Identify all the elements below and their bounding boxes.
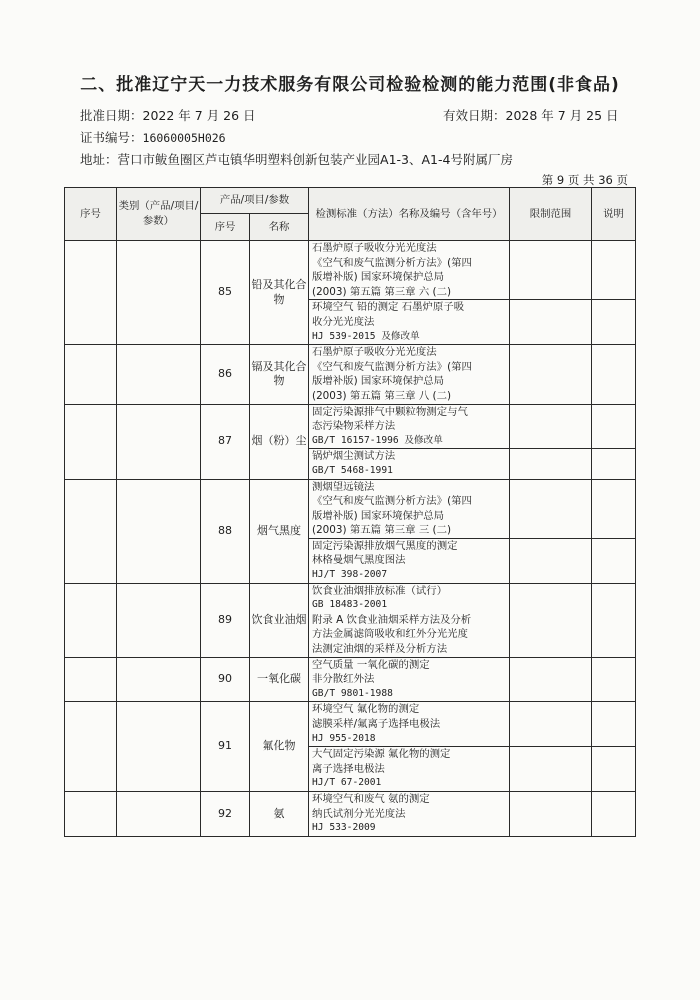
address bbox=[80, 150, 513, 168]
capability-table bbox=[64, 187, 636, 837]
cell-note bbox=[592, 449, 636, 479]
method-line: 纳氏试剂分光光度法 bbox=[312, 807, 406, 820]
method-line: 锅炉烟尘测试方法 bbox=[312, 450, 396, 463]
method-line: 滤膜采样/氟离子选择电极法 bbox=[312, 718, 441, 730]
method-line: 石墨炉原子吸收分光光度法 bbox=[312, 346, 437, 359]
cell-note bbox=[592, 300, 636, 345]
cell-seq bbox=[65, 583, 117, 657]
cell-limit bbox=[510, 702, 592, 747]
cell-method bbox=[309, 657, 510, 702]
cell-item-no: 88 bbox=[201, 479, 250, 583]
cell-item-no: 90 bbox=[201, 657, 250, 702]
cell-item-no: 89 bbox=[201, 583, 250, 657]
certificate-number bbox=[80, 128, 226, 146]
address-value: 营口市鲅鱼圈区芦屯镇华明塑料创新包装产业园A1-3、A1-4号附属厂房 bbox=[117, 152, 513, 167]
method-line: 环境空气 氟化物的测定 bbox=[312, 703, 420, 716]
method-line: 环境空气和废气 氨的测定 bbox=[312, 792, 430, 805]
cell-seq bbox=[65, 702, 117, 792]
method-line: 林格曼烟气黑度图法 bbox=[312, 554, 406, 567]
cert-label: 证书编号： bbox=[80, 130, 143, 145]
method-line: 石墨炉原子吸收分光光度法 bbox=[312, 242, 437, 254]
method-line: GB/T 5468-1991 bbox=[312, 464, 393, 476]
cell-method bbox=[309, 747, 510, 792]
method-line: HJ/T 398-2007 bbox=[312, 569, 388, 581]
cell-limit bbox=[510, 404, 592, 449]
method-line: 版增补版) 国家环境保护总局 bbox=[312, 271, 445, 284]
cell-seq bbox=[65, 479, 117, 583]
cell-category bbox=[117, 791, 201, 836]
cell-seq bbox=[65, 241, 117, 345]
method-line: HJ/T 67-2001 bbox=[312, 777, 382, 789]
approval-date bbox=[80, 106, 256, 124]
cell-item-no: 86 bbox=[201, 345, 250, 404]
cell-limit bbox=[510, 538, 592, 583]
cell-item-name: 烟（粉）尘 bbox=[250, 404, 309, 479]
cell-item-no: 85 bbox=[201, 241, 250, 345]
table-row bbox=[65, 583, 636, 657]
cell-limit bbox=[510, 241, 592, 300]
cell-seq bbox=[65, 791, 117, 836]
cell-note bbox=[592, 657, 636, 702]
method-line: 测烟望远镜法 bbox=[312, 480, 375, 493]
cell-limit bbox=[510, 345, 592, 404]
cell-category bbox=[117, 479, 201, 583]
cell-item-name: 饮食业油烟 bbox=[250, 583, 309, 657]
header-note: 说明 bbox=[592, 188, 636, 241]
cell-method bbox=[309, 791, 510, 836]
cell-method bbox=[309, 538, 510, 583]
header-category: 类别（产品/项目/参数） bbox=[117, 188, 201, 241]
header-limit: 限制范围 bbox=[510, 188, 592, 241]
cell-item-no: 87 bbox=[201, 404, 250, 479]
cell-item-name: 镉及其化合物 bbox=[250, 345, 309, 404]
address-label: 地址： bbox=[80, 152, 118, 167]
cell-method bbox=[309, 702, 510, 747]
cell-note bbox=[592, 747, 636, 792]
method-line: 《空气和废气监测分析方法》(第四 bbox=[312, 256, 472, 269]
method-line: 版增补版) 国家环境保护总局 bbox=[312, 375, 445, 388]
cell-limit bbox=[510, 583, 592, 657]
approval-date-value: 2022 年 7 月 26 日 bbox=[142, 108, 256, 123]
valid-date bbox=[443, 106, 619, 124]
method-line: 《空气和废气监测分析方法》(第四 bbox=[312, 360, 472, 373]
method-line: (2003) 第五篇 第三章 六 (二) bbox=[312, 285, 452, 298]
cell-category bbox=[117, 241, 201, 345]
cell-note bbox=[592, 583, 636, 657]
header-seq: 序号 bbox=[65, 188, 117, 241]
table-body bbox=[65, 241, 636, 837]
table-row bbox=[65, 345, 636, 404]
cell-category bbox=[117, 345, 201, 404]
method-line: 态污染物采样方法 bbox=[312, 420, 396, 433]
method-line: 方法金属滤筒吸收和红外分光光度 bbox=[312, 628, 468, 641]
cell-method bbox=[309, 583, 510, 657]
cell-limit bbox=[510, 300, 592, 345]
cell-category bbox=[117, 657, 201, 702]
cell-seq bbox=[65, 345, 117, 404]
header-sub-no: 序号 bbox=[201, 214, 250, 241]
cell-item-name: 氟化物 bbox=[250, 702, 309, 792]
cell-limit bbox=[510, 479, 592, 538]
cell-method bbox=[309, 345, 510, 404]
method-line: 《空气和废气监测分析方法》(第四 bbox=[312, 495, 472, 508]
table-row bbox=[65, 479, 636, 538]
table-row bbox=[65, 791, 636, 836]
method-line: 饮食业油烟排放标准（试行） bbox=[312, 584, 448, 597]
method-line: GB/T 16157-1996 及修改单 bbox=[312, 434, 443, 446]
method-line: 固定污染源排气中颗粒物测定与气 bbox=[312, 405, 468, 418]
cell-category bbox=[117, 702, 201, 792]
cell-note bbox=[592, 702, 636, 747]
method-line: 环境空气 铅的测定 石墨炉原子吸 bbox=[312, 301, 465, 314]
method-line: (2003) 第五篇 第三章 八 (二) bbox=[312, 389, 452, 402]
approval-date-label: 批准日期： bbox=[80, 108, 143, 123]
cell-method bbox=[309, 241, 510, 300]
method-line: HJ 539-2015 及修改单 bbox=[312, 330, 420, 342]
valid-date-label: 有效日期： bbox=[443, 108, 506, 123]
cell-item-name: 烟气黑度 bbox=[250, 479, 309, 583]
method-line: 法测定油烟的采样及分析方法 bbox=[312, 643, 448, 656]
method-line: 收分光光度法 bbox=[312, 315, 375, 328]
cert-value: 16060005H026 bbox=[142, 131, 226, 145]
cell-item-no: 91 bbox=[201, 702, 250, 792]
cell-note bbox=[592, 404, 636, 449]
method-line: 非分散红外法 bbox=[312, 673, 375, 686]
cell-method bbox=[309, 449, 510, 479]
page-indicator: 第 9 页 共 36 页 bbox=[541, 173, 628, 187]
cell-note bbox=[592, 345, 636, 404]
cell-item-name: 一氧化碳 bbox=[250, 657, 309, 702]
cell-limit bbox=[510, 747, 592, 792]
cell-limit bbox=[510, 449, 592, 479]
header-sub-name: 名称 bbox=[250, 214, 309, 241]
method-line: GB 18483-2001 bbox=[312, 599, 388, 611]
method-line: 附录 A 饮食业油烟采样方法及分析 bbox=[312, 613, 472, 626]
cell-method bbox=[309, 404, 510, 449]
method-line: GB/T 9801-1988 bbox=[312, 687, 393, 699]
cell-seq bbox=[65, 404, 117, 479]
cell-method bbox=[309, 300, 510, 345]
method-line: HJ 533-2009 bbox=[312, 822, 376, 834]
cell-category bbox=[117, 404, 201, 479]
page-title: 二、批准辽宁天一力技术服务有限公司检验检测的能力范围(非食品) bbox=[80, 75, 620, 95]
cell-limit bbox=[510, 657, 592, 702]
method-line: HJ 955-2018 bbox=[312, 732, 376, 744]
table-row bbox=[65, 404, 636, 449]
cell-seq bbox=[65, 657, 117, 702]
method-line: 大气固定污染源 氟化物的测定 bbox=[312, 748, 451, 761]
method-line: (2003) 第五篇 第三章 三 (二) bbox=[312, 524, 452, 537]
cell-note bbox=[592, 241, 636, 300]
method-line: 版增补版) 国家环境保护总局 bbox=[312, 509, 445, 522]
cell-item-no: 92 bbox=[201, 791, 250, 836]
method-line: 空气质量 一氧化碳的测定 bbox=[312, 658, 430, 671]
cell-method bbox=[309, 479, 510, 538]
header-method: 检测标准（方法）名称及编号（含年号） bbox=[309, 188, 510, 241]
cell-item-name: 氨 bbox=[250, 791, 309, 836]
cell-note bbox=[592, 791, 636, 836]
cell-note bbox=[592, 479, 636, 538]
table-row bbox=[65, 241, 636, 300]
table-row bbox=[65, 702, 636, 747]
method-line: 固定污染源排放烟气黑度的测定 bbox=[312, 539, 458, 552]
header-product-group: 产品/项目/参数 bbox=[201, 188, 309, 214]
cell-limit bbox=[510, 791, 592, 836]
cell-note bbox=[592, 538, 636, 583]
valid-date-value: 2028 年 7 月 25 日 bbox=[505, 108, 619, 123]
method-line: 离子选择电极法 bbox=[312, 762, 385, 775]
cell-item-name: 铅及其化合物 bbox=[250, 241, 309, 345]
table-row bbox=[65, 657, 636, 702]
cell-category bbox=[117, 583, 201, 657]
